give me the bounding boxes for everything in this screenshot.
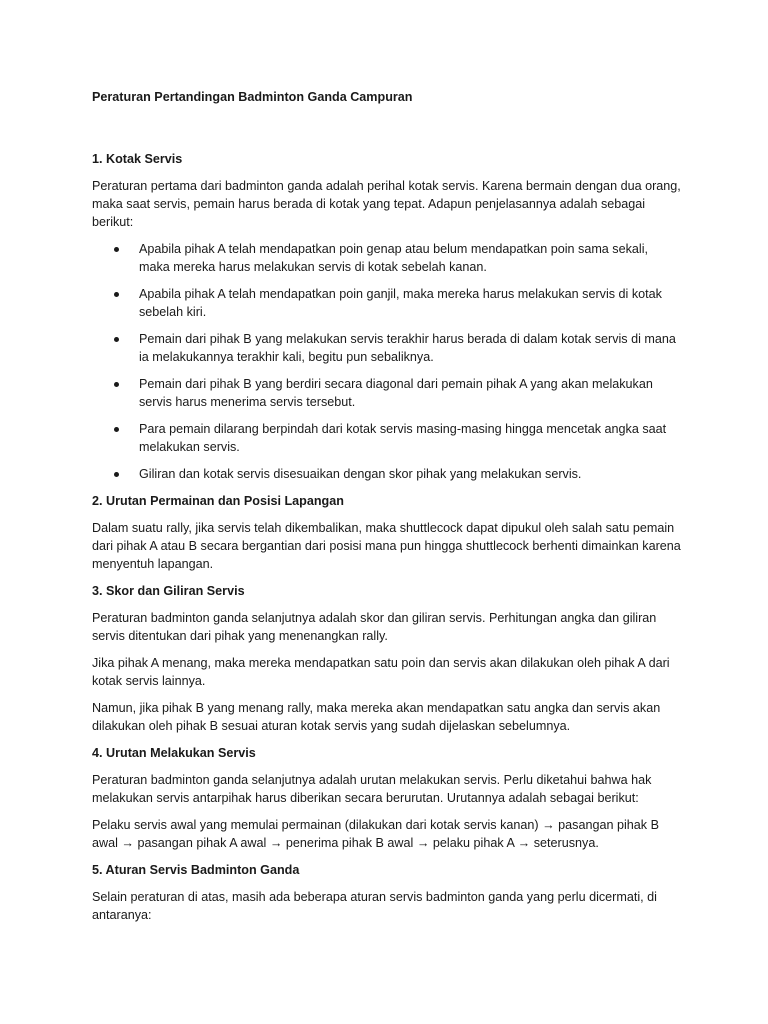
bullet-icon (114, 472, 119, 477)
section-urutan-permainan (92, 492, 682, 573)
paragraph: Peraturan badminton ganda selanjutnya adalah urutan melakukan servis. Perlu diketahui bahwa hak melakukan servis antarpihak harus diberikan secara berurutan. Urutannya adalah sebagai berikut: (92, 773, 652, 805)
list-item (92, 240, 682, 276)
list-item (92, 465, 682, 483)
document-page (92, 88, 682, 933)
paragraph: Namun, jika pihak B yang menang rally, maka mereka akan mendapatkan satu angka dan servis akan dilakukan oleh pihak B sesuai aturan kotak servis yang sudah dijelaskan sebelumnya. (92, 701, 661, 733)
section-heading: 1. Kotak Servis (92, 152, 183, 166)
document-title: Peraturan Pertandingan Badminton Ganda Campuran (92, 90, 413, 104)
bullet-icon (114, 247, 119, 252)
section-heading: 4. Urutan Melakukan Servis (92, 746, 256, 760)
paragraph: Jika pihak A menang, maka mereka mendapatkan satu poin dan servis akan dilakukan oleh pihak A dari kotak servis lainnya. (92, 656, 670, 688)
bullet-list (92, 240, 682, 483)
list-item-text: Pemain dari pihak B yang melakukan servis terakhir harus berada di dalam kotak servis di mana ia melakukannya terakhir kali, begitu pun sebaliknya. (139, 332, 676, 364)
paragraph: Dalam suatu rally, jika servis telah dikembalikan, maka shuttlecock dapat dipukul oleh salah satu pemain dari pihak A atau B secara bergantian dari posisi mana pun hingga shuttlecock berhenti dimainkan karena menyentuh lapangan. (92, 521, 681, 571)
list-item (92, 285, 682, 321)
list-item-text: Apabila pihak A telah mendapatkan poin ganjil, maka mereka harus melakukan servis di kotak sebelah kiri. (139, 287, 662, 319)
section-heading: 5. Aturan Servis Badminton Ganda (92, 863, 300, 877)
paragraph: Selain peraturan di atas, masih ada beberapa aturan servis badminton ganda yang perlu dicermati, di antaranya: (92, 890, 657, 922)
bullet-icon (114, 427, 119, 432)
bullet-icon (114, 337, 119, 342)
list-item (92, 375, 682, 411)
list-item (92, 330, 682, 366)
paragraph: Peraturan pertama dari badminton ganda adalah perihal kotak servis. Karena bermain dengan dua orang, maka saat servis, pemain harus berada di kotak yang tepat. Adapun penjelasannya adalah sebagai berikut: (92, 179, 681, 229)
list-item-text: Apabila pihak A telah mendapatkan poin genap atau belum mendapatkan poin sama sekali, maka mereka harus melakukan servis di kotak sebelah kanan. (139, 242, 649, 274)
list-item-text: Para pemain dilarang berpindah dari kotak servis masing-masing hingga mencetak angka saat melakukan servis. (139, 422, 667, 454)
list-item-text: Pemain dari pihak B yang berdiri secara diagonal dari pemain pihak A yang akan melakukan servis harus menerima servis tersebut. (139, 377, 653, 409)
section-skor-giliran (92, 582, 682, 735)
paragraph: Peraturan badminton ganda selanjutnya adalah skor dan giliran servis. Perhitungan angka dan giliran servis ditentukan dari pihak yang menenangkan rally. (92, 611, 657, 643)
section-urutan-servis (92, 744, 682, 852)
list-item-text: Giliran dan kotak servis disesuaikan dengan skor pihak yang melakukan servis. (139, 467, 582, 481)
bullet-icon (114, 382, 119, 387)
paragraph: Pelaku servis awal yang memulai permainan (dilakukan dari kotak servis kanan) → pasangan pihak B awal → pasangan pihak A awal → penerima pihak B awal → pelaku pihak A → seterusnya. (92, 818, 660, 850)
list-item (92, 420, 682, 456)
section-aturan-servis (92, 861, 682, 924)
bullet-icon (114, 292, 119, 297)
section-kotak-servis (92, 150, 682, 483)
section-heading: 2. Urutan Permainan dan Posisi Lapangan (92, 494, 344, 508)
section-heading: 3. Skor dan Giliran Servis (92, 584, 245, 598)
